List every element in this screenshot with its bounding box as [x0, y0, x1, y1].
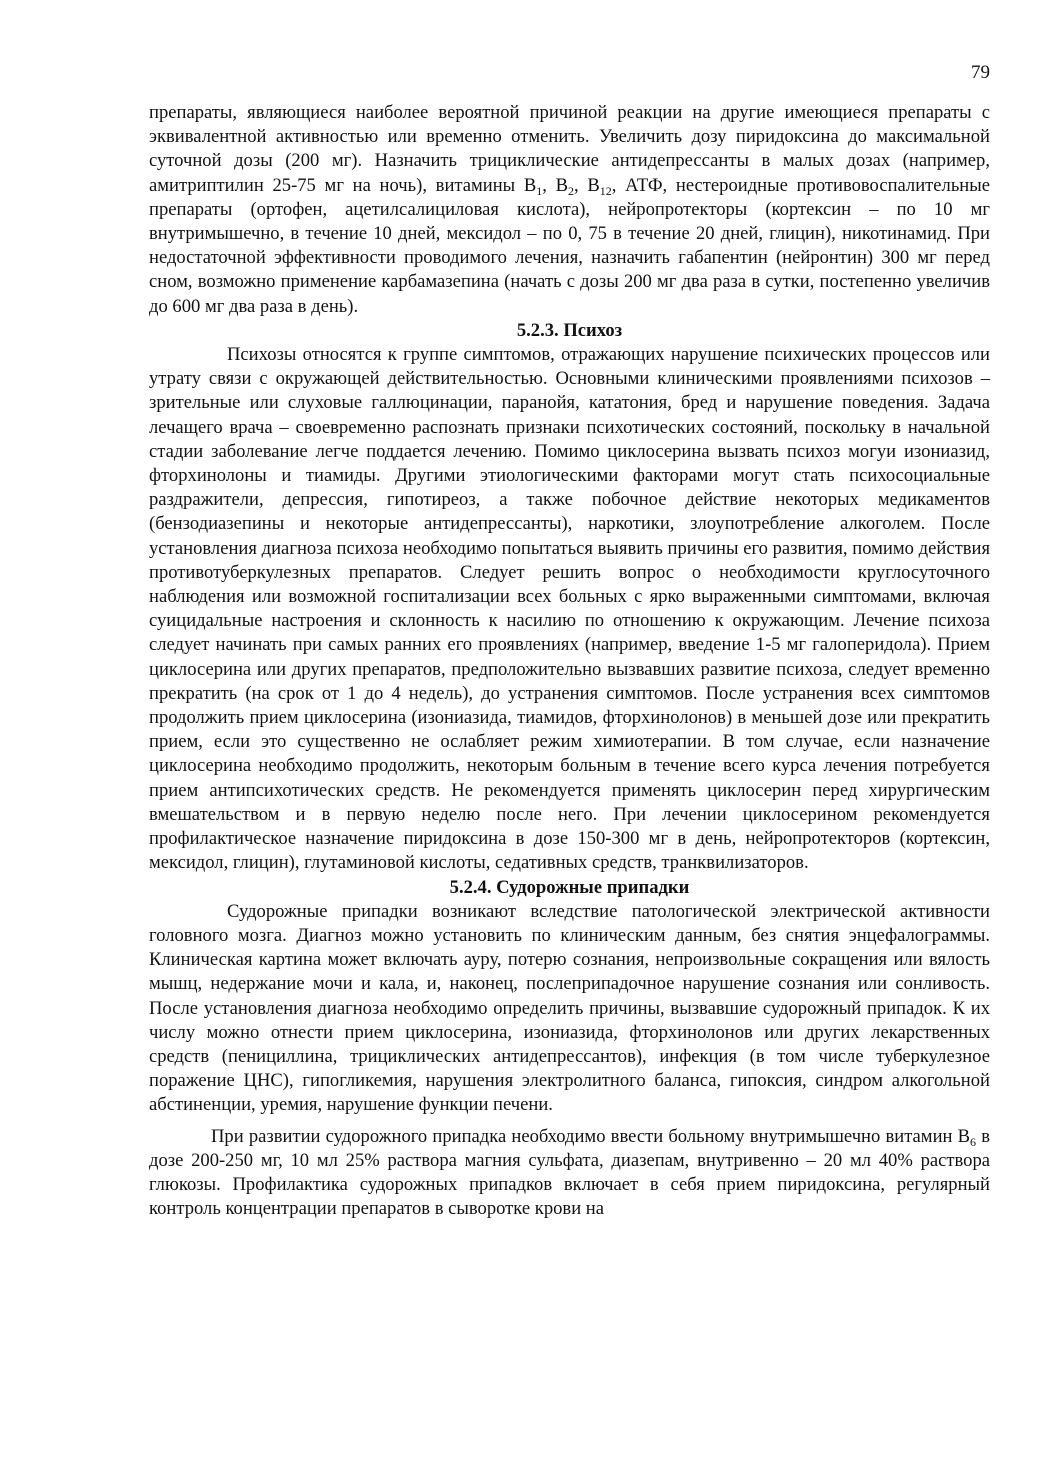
intro-paragraph [149, 101, 990, 319]
seizures-text-1: При развитии судорожного припадка необходимо ввести больному внутримышечно витамин В [211, 1125, 971, 1147]
seizures-treatment-paragraph [149, 1125, 990, 1222]
seizures-text-2: в дозе 200-250 мг, 10 мл 25% раствора магния сульфата, диазепам, внутривенно – 20 мл 40% раствора глюкозы. Профилактика судорожных припадков включает в себя прием пиридоксина, регулярный контроль концентрации препаратов в сыворотке крови на [149, 1125, 990, 1220]
intro-text-1: препараты, являющиеся наиболее вероятной причиной реакции на другие имеющиеся препараты с эквивалентной активностью или временно отменить. Увеличить дозу пиридоксина до максимальной суточной дозы (200 мг). Назначить трициклические антидепрессанты в малых дозах (например, амитриптилин 25-75 мг на ночь), витамины В [149, 102, 990, 196]
subscript: 12 [599, 183, 612, 198]
section-heading-seizures: 5.2.4. Судорожные припадки [449, 876, 690, 898]
intro-text-4: , АТФ, нестероидные противовоспалительные препараты (ортофен, ацетилсалициловая кислота), нейропротекторы (кортексин – по 10 мг внутримышечно, в течение 10 дней, мексидол – по 0, 75 в течение 20 дней, глицин), никотинамид. При недостаточной эффективности проводимого лечения, назначить габапентин (нейронтин) 300 мг перед сном, возможно применение карбамазепина (начать с дозы 200 мг два раза в сутки, постепенно увеличив до 600 мг два раза в день). [149, 174, 990, 317]
subscript: 6 [970, 1134, 977, 1149]
seizures-paragraph: Судорожные припадки возникают вследствие патологической электрической активности головного мозга. Диагноз можно установить по клиническим данным, без снятия энцефалограммы. Клиническая картина может включать ауру, потерю сознания, непроизвольные сокращения или вялость мышц, недержание мочи и кала, и, наконец, послеприпадочное нарушение сознания или сонливость. После установления диагноза необходимо определить причины, вызвавшие судорожный припадок. К их числу можно отнести прием циклосерина, изониазида, фторхинолонов или других лекарственных средств (пенициллина, трициклических антидепрессантов), инфекция (в том числе туберкулезное поражение ЦНС), гипогликемия, нарушения электролитного баланса, гипоксия, синдром алкогольной абстиненции, уремия, нарушение функции печени. [149, 900, 990, 1116]
intro-text-3: , В [574, 174, 600, 196]
section-heading-psychosis: 5.2.3. Психоз [516, 319, 623, 341]
page-number: 79 [971, 62, 990, 83]
page-body [149, 101, 990, 1221]
psychosis-paragraph: Психозы относятся к группе симптомов, отражающих нарушение психических процессов или утрату связи с окружающей действительностью. Основными клиническими проявлениями психозов – зрительные или слуховые галлюцинации, паранойя, кататония, бред и нарушение поведения. Задача лечащего врача – своевременно распознать признаки психотических состояний, поскольку в начальной стадии заболевание легче поддается лечению. Помимо циклосерина вызвать психоз могуи изониазид, фторхинолоны и тиамиды. Другими этиологическими факторами могут стать психосоциальные раздражители, депрессия, гипотиреоз, а также побочное действие некоторых медикаментов (бензодиазепины и некоторые антидепрессанты), наркотики, злоупотребление алкоголем. После установления диагноза психоза необходимо попытаться выявить причины его развития, помимо действия противотуберкулезных препаратов. Следует решить вопрос о необходимости круглосуточного наблюдения или возможной госпитализации всех больных с ярко выраженными симптомами, включая суицидальные настроения и склонность к насилию по отношению к окружающим. Лечение психоза следует начинать при самых ранних его проявлениях (например, введение 1-5 мг галоперидола). Прием циклосерина или других препаратов, предположительно вызвавших развитие психоза, следует временно прекратить (на срок от 1 до 4 недель), до устранения симптомов. После устранения всех симптомов продолжить прием циклосерина (изониазида, тиамидов, фторхинолонов) в меньшей дозе или прекратить прием, если это существенно не ослабляет режим химиотерапии. В том случае, если назначение циклосерина необходимо продолжить, некоторым больным в течение всего курса лечения потребуется прием антипсихотических средств. Не рекомендуется применять циклосерин перед хирургическим вмешательством и в первую неделю после него. При лечении циклосерином рекомендуется профилактическое назначение пиридоксина в дозе 150-300 мг в день, нейропротекторов (кортексин, мексидол, глицин), глутаминовой кислоты, седативных средств, транквилизаторов. [149, 344, 990, 874]
subscript: 2 [568, 183, 575, 198]
subscript: 1 [536, 183, 543, 198]
intro-text-2: , В [542, 174, 569, 196]
